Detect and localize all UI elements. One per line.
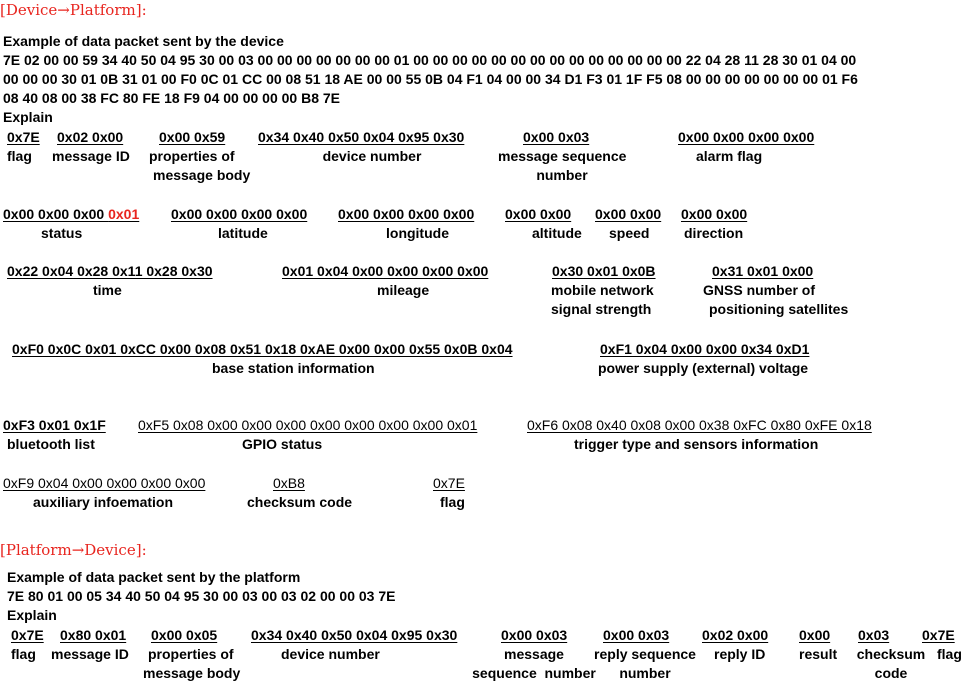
reply-label-reply-sequence-line1: reply sequence [594,646,696,662]
field-label-checksum: checksum code [247,494,353,510]
field-label-properties [149,147,249,185]
field-hex-flag-start: 0x7E [7,129,40,145]
field-label-longitude: longitude [386,225,449,241]
field-label-base-station: base station information [212,360,375,376]
field-label-gnss-line2: positioning satellites [709,301,849,317]
field-hex-flag-end: 0x7E [433,475,465,491]
field-label-gnss-line1: GNSS number of [703,282,816,298]
field-label-time: time [93,282,122,298]
reply-label-flag-start: flag [11,646,36,662]
field-hex-auxiliary: 0xF9 0x04 0x00 0x00 0x00 0x00 [3,475,206,491]
field-hex-bluetooth: 0xF3 0x01 0x1F [3,417,106,433]
reply-label-device-number: device number [281,646,380,662]
field-hex-signal: 0x30 0x01 0x0B [552,263,656,279]
reply-label-reply-sequence-line2: number [619,665,671,681]
reply-hex-reply-id: 0x02 0x00 [702,627,769,643]
field-hex-sequence: 0x00 0x03 [523,129,590,145]
field-label-power-voltage: power supply (external) voltage [598,360,809,376]
field-hex-gpio: 0xF5 0x08 0x00 0x00 0x00 0x00 0x00 0x00 0x00 0x01 [138,417,478,433]
field-hex-status-highlight: 0x01 [108,206,140,222]
device-section-heading: [Device→Platform]: [0,1,147,19]
field-label-mileage: mileage [377,282,430,298]
reply-label-properties-line2: message body [143,665,241,681]
field-label-gnss [703,281,848,319]
device-example-title: Example of data packet sent by the device [3,33,284,49]
reply-label-checksum-line2: code [874,665,908,681]
field-hex-speed: 0x00 0x00 [595,206,662,222]
field-hex-status [3,205,139,224]
device-raw-line-1: 7E 02 00 00 59 34 40 50 04 95 30 00 03 00 00 00 00 00 00 00 01 00 00 00 00 00 00 00 00 00 00 00 00 00 00 22 04 28 11 28 30 01 04 00 [3,52,857,68]
field-label-device-number: device number [322,148,422,164]
reply-label-sequence [465,645,603,683]
reply-label-reply-id: reply ID [714,646,766,662]
field-hex-trigger: 0xF6 0x08 0x40 0x08 0x00 0x38 0xFC 0x80 0xFE 0x18 [527,417,872,433]
field-hex-mileage: 0x01 0x04 0x00 0x00 0x00 0x00 [282,263,489,279]
device-raw-line-2: 00 00 00 30 01 0B 31 01 00 F0 0C 01 CC 00 08 51 18 AE 00 00 55 0B 04 F1 04 00 00 34 D1 F3 01 1F F5 08 00 00 00 00 00 00 00 01 F6 [3,71,858,87]
field-label-message-id: message ID [52,148,130,164]
reply-label-checksum [853,645,929,683]
platform-raw-line: 7E 80 01 00 05 34 40 50 04 95 30 00 03 00 03 02 00 00 03 7E [7,588,396,604]
device-raw-line-3: 08 40 08 00 38 FC 80 FE 18 F9 04 00 00 00 00 B8 7E [3,90,341,106]
field-hex-time: 0x22 0x04 0x28 0x11 0x28 0x30 [7,263,213,279]
reply-hex-checksum: 0x03 [858,627,890,643]
reply-hex-sequence: 0x00 0x03 [501,627,568,643]
field-hex-longitude: 0x00 0x00 0x00 0x00 [338,206,475,222]
field-hex-message-id: 0x02 0x00 [57,129,124,145]
field-label-signal-line1: mobile network [551,282,654,298]
field-label-altitude: altitude [532,225,582,241]
field-label-bluetooth: bluetooth list [7,436,95,452]
field-label-status: status [41,225,83,241]
field-label-properties-line2: message body [153,167,251,183]
field-label-sequence-line2: number [536,167,588,183]
field-label-direction: direction [684,225,744,241]
field-hex-device-number: 0x34 0x40 0x50 0x04 0x95 0x30 [258,129,465,145]
field-hex-power-voltage: 0xF1 0x04 0x00 0x00 0x34 0xD1 [600,341,810,357]
field-label-speed: speed [609,225,650,241]
reply-label-sequence-line1: message [504,646,564,662]
field-label-sequence [498,147,626,185]
field-hex-altitude: 0x00 0x00 [505,206,572,222]
field-label-flag: flag [7,148,32,164]
field-label-auxiliary: auxiliary infoemation [33,494,174,510]
field-label-properties-line1: properties of [149,148,235,164]
field-label-flag-end: flag [440,494,465,510]
reply-hex-flag-end: 0x7E [922,627,955,643]
reply-hex-properties: 0x00 0x05 [151,627,218,643]
platform-explain-label: Explain [7,607,57,623]
reply-hex-result: 0x00 [799,627,831,643]
reply-label-flag-end: flag [937,646,962,662]
field-label-gpio: GPIO status [242,436,323,452]
field-label-alarm-flag: alarm flag [696,148,763,164]
device-explain-label: Explain [3,109,53,125]
field-hex-status-part1: 0x00 0x00 0x00 [3,206,109,222]
reply-label-message-id: message ID [51,646,129,662]
field-label-signal [551,281,654,319]
field-hex-properties: 0x00 0x59 [159,129,226,145]
field-hex-base-station: 0xF0 0x0C 0x01 0xCC 0x00 0x08 0x51 0x18 0xAE 0x00 0x00 0x55 0x0B 0x04 [12,341,513,357]
reply-hex-reply-sequence: 0x00 0x03 [603,627,670,643]
reply-hex-message-id: 0x80 0x01 [60,627,127,643]
field-hex-latitude: 0x00 0x00 0x00 0x00 [171,206,308,222]
field-label-trigger: trigger type and sensors information [574,436,819,452]
field-label-sequence-line1: message sequence [498,148,627,164]
reply-label-reply-sequence [589,645,701,683]
platform-example-title: Example of data packet sent by the platform [7,569,301,585]
reply-hex-device-number: 0x34 0x40 0x50 0x04 0x95 0x30 [251,627,458,643]
field-hex-alarm-flag: 0x00 0x00 0x00 0x00 [678,129,815,145]
reply-hex-flag-start: 0x7E [11,627,44,643]
field-hex-gnss: 0x31 0x01 0x00 [712,263,814,279]
field-hex-direction: 0x00 0x00 [681,206,748,222]
reply-label-checksum-line1: checksum [856,646,926,662]
field-hex-checksum: 0xB8 [273,475,305,491]
reply-label-properties-line1: properties of [148,646,234,662]
field-label-latitude: latitude [218,225,268,241]
reply-label-result: result [799,646,838,662]
field-label-signal-line2: signal strength [551,301,652,317]
platform-section-heading: [Platform→Device]: [0,541,147,559]
reply-label-sequence-line2: sequence number [472,665,596,681]
reply-label-properties [143,645,240,683]
